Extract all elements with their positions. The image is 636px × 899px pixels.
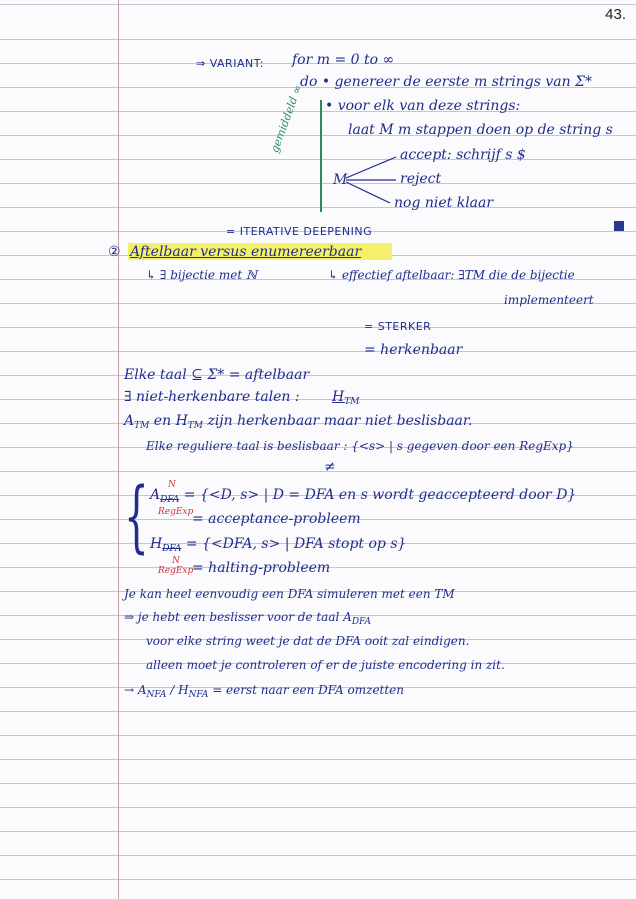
htm-h: H xyxy=(332,389,345,405)
closing-5-mid: / H xyxy=(166,683,189,697)
hdfa-definition xyxy=(150,535,406,555)
acceptance-problem: = acceptance-probleem xyxy=(192,511,361,527)
htm2-h: H xyxy=(175,413,188,429)
page-number: 43. xyxy=(605,6,626,23)
regexp-label-2: RegExp xyxy=(158,566,194,576)
hdfa-n-label: N xyxy=(172,556,180,566)
closing-2-sub: DFA xyxy=(351,617,371,627)
htm-sub: TM xyxy=(344,397,360,407)
statement-3 xyxy=(124,412,473,432)
halting-problem: = halting-probleem xyxy=(192,560,331,576)
htm2-sub: TM xyxy=(187,421,203,431)
m-label: M xyxy=(333,172,348,188)
curly-brace: { xyxy=(124,472,149,562)
closing-1: Je kan heel eenvoudig een DFA simuleren met een TM xyxy=(124,587,455,601)
effective-note: ↳ effectief aftelbaar: ∃TM die de bijectie xyxy=(328,268,575,282)
statement-4: Elke reguliere taal is beslisbaar : {<s> | s gegeven door een RegExp} xyxy=(146,439,574,453)
closing-5-a: → A xyxy=(124,683,147,697)
not-ready-branch: nog niet klaar xyxy=(394,195,494,211)
not-equal-sign: ≠ xyxy=(324,459,336,475)
hdfa-def: = {<DFA, s> | DFA stopt op s} xyxy=(185,536,407,552)
section-number: ② xyxy=(108,244,121,260)
closing-2 xyxy=(124,608,371,628)
statement-1: Elke taal ⊆ Σ* = aftelbaar xyxy=(124,367,310,383)
adfa-a: A xyxy=(150,487,161,503)
hdfa-h: H xyxy=(150,536,163,552)
for-line: for m = 0 to ∞ xyxy=(292,52,395,68)
atm-a: A xyxy=(124,413,135,429)
reject-branch: reject xyxy=(400,171,442,187)
closing-4: alleen moet je controleren of er de juiste encodering in zit. xyxy=(146,658,505,672)
accept-branch: accept: schrijf s $ xyxy=(400,147,526,163)
closing-5-a-sub: NFA xyxy=(146,690,167,700)
adfa-definition xyxy=(150,486,576,506)
do-line: do • genereer de eerste m strings van Σ* xyxy=(300,74,592,90)
rotated-note: gemiddeld ∞ xyxy=(268,82,305,155)
closing-5 xyxy=(124,681,404,701)
square-mark xyxy=(614,221,624,231)
hdfa-sub: DFA xyxy=(162,544,182,554)
section-title: Aftelbaar versus enumereerbaar xyxy=(130,244,362,260)
bullet-2: • voor elk van deze strings: xyxy=(325,98,521,114)
closing-5-h-sub: NFA xyxy=(188,690,209,700)
atm-sub: TM xyxy=(134,421,150,431)
stronger-note: = STERKER xyxy=(364,320,432,333)
closing-3: voor elke string weet je dat de DFA ooit zal eindigen. xyxy=(146,634,470,648)
closing-2-text: ⇒ je hebt een beslisser voor de taal A xyxy=(124,610,352,624)
variant-label: ⇒ VARIANT: xyxy=(196,57,264,70)
adfa-sub: DFA xyxy=(160,495,180,505)
htm-symbol xyxy=(332,388,359,408)
adfa-n-label: N xyxy=(168,480,176,490)
statement-2: ∃ niet-herkenbare talen : xyxy=(124,389,300,405)
adfa-def: = {<D, s> | D = DFA en s wordt geaccepteerd door D} xyxy=(183,487,577,503)
step-line: laat M m stappen doen op de string s xyxy=(348,122,613,138)
regexp-label-1: RegExp xyxy=(158,507,194,517)
iterative-deepening: = ITERATIVE DEEPENING xyxy=(226,225,373,238)
atm-en: en xyxy=(153,413,172,429)
closing-5-rest: = eerst naar een DFA omzetten xyxy=(208,683,405,697)
bijection-note: ↳ ∃ bijectie met ℕ xyxy=(146,268,257,282)
recognizable-note: = herkenbaar xyxy=(364,342,463,358)
effective-note-2: implementeert xyxy=(504,293,594,307)
statement-3-rest: zijn herkenbaar maar niet beslisbaar. xyxy=(207,413,473,429)
